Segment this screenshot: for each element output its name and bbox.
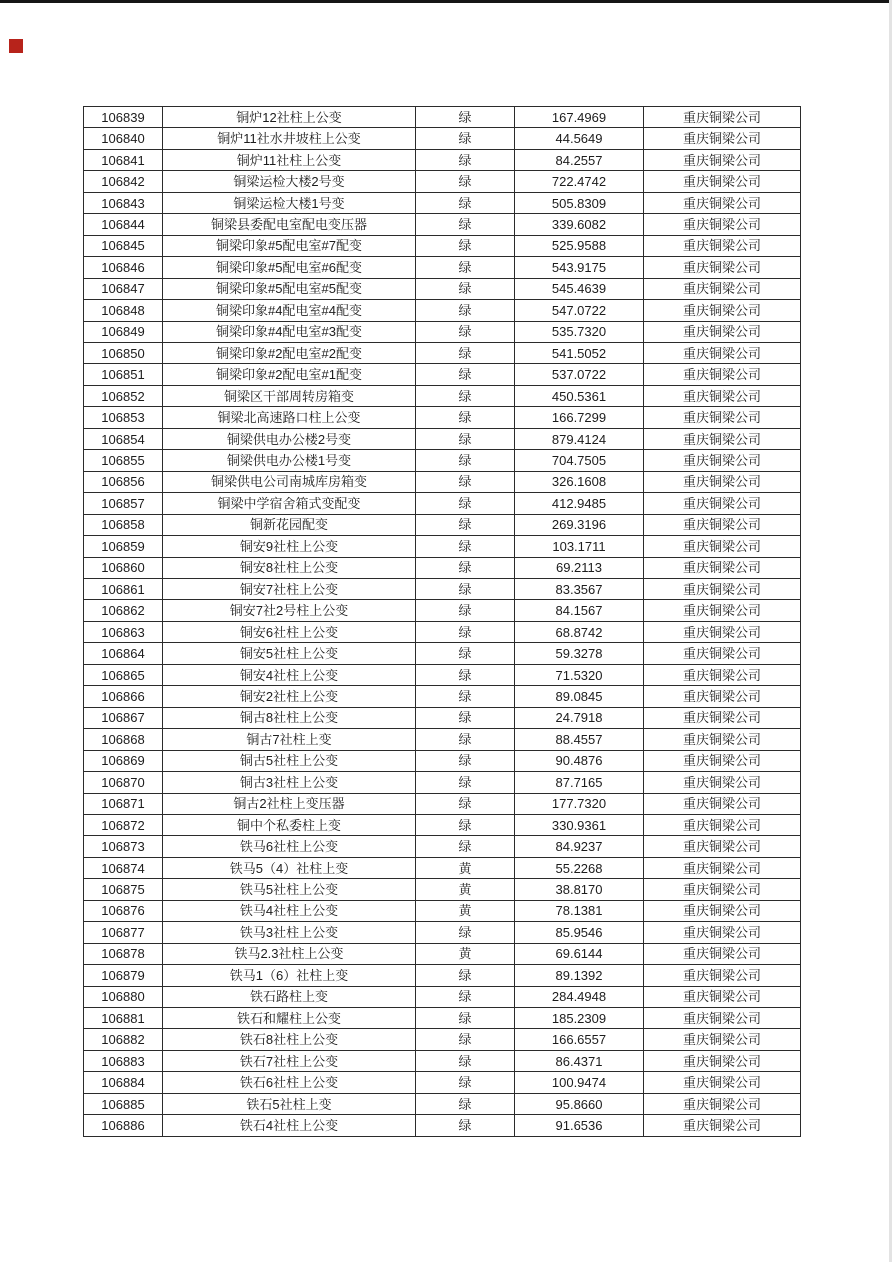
cell-value: 44.5649 xyxy=(515,128,644,149)
cell-company: 重庆铜梁公司 xyxy=(644,943,801,964)
cell-value: 59.3278 xyxy=(515,643,644,664)
cell-company: 重庆铜梁公司 xyxy=(644,428,801,449)
table-row xyxy=(84,879,801,900)
table-row xyxy=(84,772,801,793)
cell-value: 69.6144 xyxy=(515,943,644,964)
table-row xyxy=(84,257,801,278)
cell-status: 绿 xyxy=(416,643,515,664)
cell-company: 重庆铜梁公司 xyxy=(644,342,801,363)
cell-id: 106861 xyxy=(84,578,163,599)
cell-company: 重庆铜梁公司 xyxy=(644,879,801,900)
cell-name: 铁石7社柱上公变 xyxy=(163,1050,416,1071)
cell-company: 重庆铜梁公司 xyxy=(644,514,801,535)
cell-id: 106859 xyxy=(84,536,163,557)
cell-name: 铜梁印象#2配电室#1配变 xyxy=(163,364,416,385)
cell-status: 绿 xyxy=(416,514,515,535)
cell-value: 537.0722 xyxy=(515,364,644,385)
cell-id: 106842 xyxy=(84,171,163,192)
cell-status: 绿 xyxy=(416,986,515,1007)
cell-company: 重庆铜梁公司 xyxy=(644,1093,801,1114)
cell-value: 71.5320 xyxy=(515,664,644,685)
cell-value: 545.4639 xyxy=(515,278,644,299)
cell-id: 106874 xyxy=(84,857,163,878)
cell-value: 84.9237 xyxy=(515,836,644,857)
cell-value: 89.1392 xyxy=(515,965,644,986)
cell-id: 106843 xyxy=(84,192,163,213)
cell-id: 106857 xyxy=(84,493,163,514)
cell-id: 106862 xyxy=(84,600,163,621)
table-row xyxy=(84,192,801,213)
cell-id: 106850 xyxy=(84,342,163,363)
cell-name: 铜安4社柱上公变 xyxy=(163,664,416,685)
table-row xyxy=(84,729,801,750)
cell-status: 绿 xyxy=(416,600,515,621)
cell-status: 绿 xyxy=(416,664,515,685)
cell-name: 铜梁印象#4配电室#3配变 xyxy=(163,321,416,342)
cell-id: 106878 xyxy=(84,943,163,964)
cell-name: 铁石5社柱上变 xyxy=(163,1093,416,1114)
cell-value: 547.0722 xyxy=(515,300,644,321)
cell-id: 106876 xyxy=(84,900,163,921)
cell-status: 绿 xyxy=(416,149,515,170)
cell-name: 铜安7社柱上公变 xyxy=(163,578,416,599)
table-row xyxy=(84,128,801,149)
cell-status: 绿 xyxy=(416,814,515,835)
cell-id: 106845 xyxy=(84,235,163,256)
cell-id: 106883 xyxy=(84,1050,163,1071)
cell-company: 重庆铜梁公司 xyxy=(644,407,801,428)
cell-value: 177.7320 xyxy=(515,793,644,814)
cell-name: 铁马2.3社柱上公变 xyxy=(163,943,416,964)
cell-name: 铜梁运检大楼1号变 xyxy=(163,192,416,213)
cell-company: 重庆铜梁公司 xyxy=(644,214,801,235)
cell-company: 重庆铜梁公司 xyxy=(644,836,801,857)
cell-name: 铜梁印象#5配电室#6配变 xyxy=(163,257,416,278)
cell-status: 绿 xyxy=(416,557,515,578)
cell-status: 绿 xyxy=(416,407,515,428)
table-row xyxy=(84,986,801,1007)
cell-value: 284.4948 xyxy=(515,986,644,1007)
table-row xyxy=(84,965,801,986)
cell-company: 重庆铜梁公司 xyxy=(644,278,801,299)
cell-value: 91.6536 xyxy=(515,1115,644,1136)
table-row xyxy=(84,364,801,385)
cell-name: 铜梁供电办公楼2号变 xyxy=(163,428,416,449)
cell-name: 铁马3社柱上公变 xyxy=(163,922,416,943)
table-row xyxy=(84,1093,801,1114)
cell-value: 84.2557 xyxy=(515,149,644,170)
cell-id: 106879 xyxy=(84,965,163,986)
table-row xyxy=(84,600,801,621)
cell-status: 绿 xyxy=(416,536,515,557)
cell-status: 绿 xyxy=(416,107,515,128)
cell-company: 重庆铜梁公司 xyxy=(644,793,801,814)
cell-status: 黄 xyxy=(416,879,515,900)
cell-name: 铁马5社柱上公变 xyxy=(163,879,416,900)
cell-name: 铁石路柱上变 xyxy=(163,986,416,1007)
cell-name: 铁石6社柱上公变 xyxy=(163,1072,416,1093)
cell-company: 重庆铜梁公司 xyxy=(644,922,801,943)
table-row xyxy=(84,536,801,557)
cell-name: 铜安9社柱上公变 xyxy=(163,536,416,557)
cell-company: 重庆铜梁公司 xyxy=(644,107,801,128)
cell-status: 绿 xyxy=(416,235,515,256)
table-body xyxy=(84,107,801,1137)
cell-id: 106886 xyxy=(84,1115,163,1136)
cell-company: 重庆铜梁公司 xyxy=(644,450,801,471)
cell-status: 绿 xyxy=(416,1008,515,1029)
cell-value: 83.3567 xyxy=(515,578,644,599)
cell-value: 166.6557 xyxy=(515,1029,644,1050)
cell-name: 铜梁中学宿舍箱式变配变 xyxy=(163,493,416,514)
table-row xyxy=(84,686,801,707)
table-row xyxy=(84,750,801,771)
cell-value: 166.7299 xyxy=(515,407,644,428)
table-row xyxy=(84,1115,801,1136)
cell-value: 103.1711 xyxy=(515,536,644,557)
table-row xyxy=(84,471,801,492)
cell-value: 879.4124 xyxy=(515,428,644,449)
table-row xyxy=(84,707,801,728)
table-row xyxy=(84,407,801,428)
cell-name: 铜中个私委柱上变 xyxy=(163,814,416,835)
cell-value: 450.5361 xyxy=(515,385,644,406)
cell-status: 绿 xyxy=(416,793,515,814)
cell-name: 铁马6社柱上公变 xyxy=(163,836,416,857)
cell-id: 106880 xyxy=(84,986,163,1007)
table-row xyxy=(84,643,801,664)
cell-value: 535.7320 xyxy=(515,321,644,342)
table-row xyxy=(84,814,801,835)
cell-value: 88.4557 xyxy=(515,729,644,750)
data-table xyxy=(83,106,801,1137)
cell-name: 铜安5社柱上公变 xyxy=(163,643,416,664)
cell-id: 106867 xyxy=(84,707,163,728)
cell-value: 86.4371 xyxy=(515,1050,644,1071)
cell-name: 铁石8社柱上公变 xyxy=(163,1029,416,1050)
cell-status: 绿 xyxy=(416,493,515,514)
table-row xyxy=(84,857,801,878)
cell-company: 重庆铜梁公司 xyxy=(644,557,801,578)
cell-id: 106841 xyxy=(84,149,163,170)
cell-status: 绿 xyxy=(416,428,515,449)
cell-status: 绿 xyxy=(416,128,515,149)
table-row xyxy=(84,300,801,321)
cell-status: 绿 xyxy=(416,772,515,793)
cell-status: 黄 xyxy=(416,900,515,921)
cell-name: 铜梁印象#4配电室#4配变 xyxy=(163,300,416,321)
cell-name: 铜新花园配变 xyxy=(163,514,416,535)
cell-id: 106872 xyxy=(84,814,163,835)
cell-company: 重庆铜梁公司 xyxy=(644,814,801,835)
cell-name: 铜梁印象#5配电室#5配变 xyxy=(163,278,416,299)
cell-status: 绿 xyxy=(416,750,515,771)
cell-status: 绿 xyxy=(416,471,515,492)
cell-id: 106856 xyxy=(84,471,163,492)
cell-status: 绿 xyxy=(416,257,515,278)
cell-value: 722.4742 xyxy=(515,171,644,192)
cell-name: 铁石4社柱上公变 xyxy=(163,1115,416,1136)
cell-company: 重庆铜梁公司 xyxy=(644,621,801,642)
cell-company: 重庆铜梁公司 xyxy=(644,664,801,685)
table-row xyxy=(84,621,801,642)
table-row xyxy=(84,107,801,128)
table-row xyxy=(84,149,801,170)
cell-name: 铜梁运检大楼2号变 xyxy=(163,171,416,192)
cell-id: 106864 xyxy=(84,643,163,664)
cell-value: 525.9588 xyxy=(515,235,644,256)
cell-status: 绿 xyxy=(416,192,515,213)
cell-status: 绿 xyxy=(416,1050,515,1071)
table-row xyxy=(84,342,801,363)
cell-value: 78.1381 xyxy=(515,900,644,921)
cell-status: 黄 xyxy=(416,857,515,878)
cell-company: 重庆铜梁公司 xyxy=(644,900,801,921)
cell-id: 106848 xyxy=(84,300,163,321)
table-row xyxy=(84,943,801,964)
cell-name: 铜炉12社柱上公变 xyxy=(163,107,416,128)
cell-value: 55.2268 xyxy=(515,857,644,878)
cell-company: 重庆铜梁公司 xyxy=(644,986,801,1007)
cell-id: 106870 xyxy=(84,772,163,793)
cell-name: 铜古8社柱上公变 xyxy=(163,707,416,728)
cell-status: 绿 xyxy=(416,321,515,342)
cell-name: 铜安7社2号柱上公变 xyxy=(163,600,416,621)
cell-value: 84.1567 xyxy=(515,600,644,621)
cell-id: 106885 xyxy=(84,1093,163,1114)
cell-status: 绿 xyxy=(416,729,515,750)
cell-status: 绿 xyxy=(416,1072,515,1093)
table-row xyxy=(84,1050,801,1071)
cell-value: 505.8309 xyxy=(515,192,644,213)
cell-value: 69.2113 xyxy=(515,557,644,578)
cell-company: 重庆铜梁公司 xyxy=(644,686,801,707)
cell-value: 87.7165 xyxy=(515,772,644,793)
cell-id: 106875 xyxy=(84,879,163,900)
cell-value: 167.4969 xyxy=(515,107,644,128)
cell-company: 重庆铜梁公司 xyxy=(644,1072,801,1093)
cell-company: 重庆铜梁公司 xyxy=(644,300,801,321)
page-top-border xyxy=(0,0,892,3)
cell-id: 106844 xyxy=(84,214,163,235)
cell-company: 重庆铜梁公司 xyxy=(644,257,801,278)
cell-id: 106871 xyxy=(84,793,163,814)
cell-name: 铜安8社柱上公变 xyxy=(163,557,416,578)
cell-name: 铜梁印象#5配电室#7配变 xyxy=(163,235,416,256)
cell-name: 铁马1（6）社柱上变 xyxy=(163,965,416,986)
cell-value: 269.3196 xyxy=(515,514,644,535)
table-row xyxy=(84,385,801,406)
cell-id: 106858 xyxy=(84,514,163,535)
table-row xyxy=(84,514,801,535)
cell-id: 106869 xyxy=(84,750,163,771)
cell-name: 铁马5（4）社柱上变 xyxy=(163,857,416,878)
cell-name: 铜梁供电办公楼1号变 xyxy=(163,450,416,471)
cell-name: 铜古5社柱上公变 xyxy=(163,750,416,771)
cell-company: 重庆铜梁公司 xyxy=(644,171,801,192)
cell-name: 铜炉11社柱上公变 xyxy=(163,149,416,170)
cell-company: 重庆铜梁公司 xyxy=(644,643,801,664)
cell-company: 重庆铜梁公司 xyxy=(644,321,801,342)
cell-id: 106855 xyxy=(84,450,163,471)
cell-name: 铜古7社柱上变 xyxy=(163,729,416,750)
cell-company: 重庆铜梁公司 xyxy=(644,772,801,793)
cell-status: 绿 xyxy=(416,214,515,235)
table-row xyxy=(84,1008,801,1029)
cell-id: 106846 xyxy=(84,257,163,278)
cell-id: 106839 xyxy=(84,107,163,128)
cell-status: 绿 xyxy=(416,922,515,943)
cell-company: 重庆铜梁公司 xyxy=(644,192,801,213)
cell-value: 100.9474 xyxy=(515,1072,644,1093)
cell-company: 重庆铜梁公司 xyxy=(644,493,801,514)
table-row xyxy=(84,578,801,599)
cell-company: 重庆铜梁公司 xyxy=(644,385,801,406)
cell-id: 106854 xyxy=(84,428,163,449)
cell-status: 绿 xyxy=(416,1115,515,1136)
table-row xyxy=(84,1029,801,1050)
cell-id: 106882 xyxy=(84,1029,163,1050)
table-row xyxy=(84,557,801,578)
cell-value: 95.8660 xyxy=(515,1093,644,1114)
cell-name: 铜梁北高速路口柱上公变 xyxy=(163,407,416,428)
red-marker xyxy=(9,39,23,53)
cell-value: 339.6082 xyxy=(515,214,644,235)
cell-id: 106868 xyxy=(84,729,163,750)
cell-name: 铜梁县委配电室配电变压器 xyxy=(163,214,416,235)
cell-company: 重庆铜梁公司 xyxy=(644,235,801,256)
cell-value: 90.4876 xyxy=(515,750,644,771)
cell-id: 106840 xyxy=(84,128,163,149)
table-row xyxy=(84,1072,801,1093)
cell-name: 铁石和耀柱上公变 xyxy=(163,1008,416,1029)
cell-id: 106877 xyxy=(84,922,163,943)
cell-status: 绿 xyxy=(416,686,515,707)
cell-status: 黄 xyxy=(416,943,515,964)
table-row xyxy=(84,428,801,449)
cell-company: 重庆铜梁公司 xyxy=(644,128,801,149)
cell-status: 绿 xyxy=(416,278,515,299)
cell-status: 绿 xyxy=(416,385,515,406)
table-row xyxy=(84,278,801,299)
cell-value: 89.0845 xyxy=(515,686,644,707)
cell-value: 326.1608 xyxy=(515,471,644,492)
cell-id: 106853 xyxy=(84,407,163,428)
cell-company: 重庆铜梁公司 xyxy=(644,149,801,170)
cell-value: 543.9175 xyxy=(515,257,644,278)
cell-id: 106881 xyxy=(84,1008,163,1029)
cell-id: 106863 xyxy=(84,621,163,642)
table-row xyxy=(84,836,801,857)
cell-value: 412.9485 xyxy=(515,493,644,514)
cell-value: 330.9361 xyxy=(515,814,644,835)
cell-company: 重庆铜梁公司 xyxy=(644,729,801,750)
cell-company: 重庆铜梁公司 xyxy=(644,1008,801,1029)
cell-id: 106865 xyxy=(84,664,163,685)
cell-status: 绿 xyxy=(416,171,515,192)
table-row xyxy=(84,321,801,342)
cell-status: 绿 xyxy=(416,450,515,471)
cell-name: 铜安6社柱上公变 xyxy=(163,621,416,642)
cell-value: 185.2309 xyxy=(515,1008,644,1029)
table-row xyxy=(84,922,801,943)
cell-company: 重庆铜梁公司 xyxy=(644,536,801,557)
cell-status: 绿 xyxy=(416,1093,515,1114)
cell-id: 106847 xyxy=(84,278,163,299)
cell-company: 重庆铜梁公司 xyxy=(644,578,801,599)
cell-status: 绿 xyxy=(416,1029,515,1050)
cell-company: 重庆铜梁公司 xyxy=(644,707,801,728)
table-row xyxy=(84,793,801,814)
cell-id: 106884 xyxy=(84,1072,163,1093)
cell-value: 85.9546 xyxy=(515,922,644,943)
cell-company: 重庆铜梁公司 xyxy=(644,364,801,385)
cell-company: 重庆铜梁公司 xyxy=(644,1050,801,1071)
table-row xyxy=(84,493,801,514)
cell-name: 铜炉11社水井坡柱上公变 xyxy=(163,128,416,149)
cell-status: 绿 xyxy=(416,621,515,642)
cell-status: 绿 xyxy=(416,965,515,986)
cell-company: 重庆铜梁公司 xyxy=(644,965,801,986)
cell-status: 绿 xyxy=(416,342,515,363)
cell-value: 24.7918 xyxy=(515,707,644,728)
table-row xyxy=(84,450,801,471)
cell-name: 铜梁印象#2配电室#2配变 xyxy=(163,342,416,363)
cell-id: 106851 xyxy=(84,364,163,385)
cell-name: 铜梁供电公司南城库房箱变 xyxy=(163,471,416,492)
cell-id: 106873 xyxy=(84,836,163,857)
cell-company: 重庆铜梁公司 xyxy=(644,1029,801,1050)
cell-id: 106852 xyxy=(84,385,163,406)
cell-value: 541.5052 xyxy=(515,342,644,363)
cell-company: 重庆铜梁公司 xyxy=(644,857,801,878)
cell-company: 重庆铜梁公司 xyxy=(644,471,801,492)
cell-company: 重庆铜梁公司 xyxy=(644,750,801,771)
cell-status: 绿 xyxy=(416,707,515,728)
cell-value: 38.8170 xyxy=(515,879,644,900)
cell-status: 绿 xyxy=(416,836,515,857)
cell-status: 绿 xyxy=(416,300,515,321)
table-row xyxy=(84,171,801,192)
cell-company: 重庆铜梁公司 xyxy=(644,1115,801,1136)
cell-id: 106866 xyxy=(84,686,163,707)
table-row xyxy=(84,900,801,921)
cell-name: 铜梁区干部周转房箱变 xyxy=(163,385,416,406)
cell-id: 106849 xyxy=(84,321,163,342)
table-row xyxy=(84,214,801,235)
table-row xyxy=(84,235,801,256)
table-row xyxy=(84,664,801,685)
cell-value: 704.7505 xyxy=(515,450,644,471)
cell-name: 铜古3社柱上公变 xyxy=(163,772,416,793)
cell-value: 68.8742 xyxy=(515,621,644,642)
cell-name: 铜安2社柱上公变 xyxy=(163,686,416,707)
cell-id: 106860 xyxy=(84,557,163,578)
cell-name: 铁马4社柱上公变 xyxy=(163,900,416,921)
cell-status: 绿 xyxy=(416,578,515,599)
cell-status: 绿 xyxy=(416,364,515,385)
cell-name: 铜古2社柱上变压器 xyxy=(163,793,416,814)
cell-company: 重庆铜梁公司 xyxy=(644,600,801,621)
